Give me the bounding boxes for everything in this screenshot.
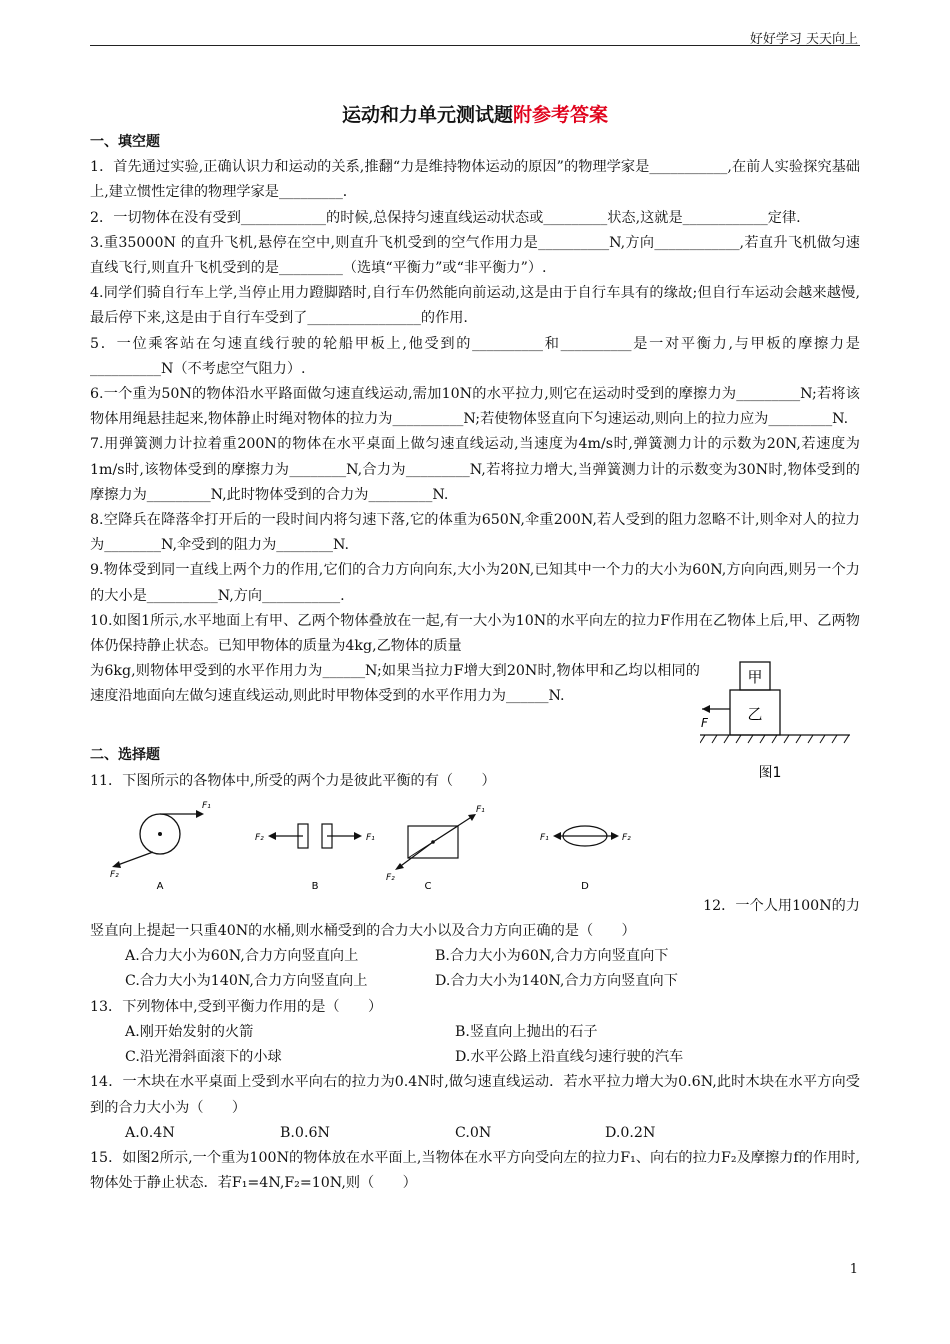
fig11-a-f1: F₁	[202, 800, 211, 811]
question-12-options	[90, 944, 860, 994]
option-d[interactable]: D.0.2N	[605, 1124, 656, 1141]
option-b[interactable]: B.0.6N	[280, 1124, 330, 1141]
option-a[interactable]: A.刚开始发射的火箭	[125, 1023, 254, 1040]
fig1-top-label: 甲	[747, 668, 763, 687]
question-8: 8.空降兵在降落伞打开后的一段时间内将匀速下落,它的体重为650N,伞重200N,若人受到的阻力忽略不计,则伞对人的拉力为________N,伞受到的阻力为________N.	[90, 512, 860, 554]
option-b[interactable]: B.竖直向上抛出的石子	[455, 1023, 598, 1040]
question-14-options	[90, 1121, 860, 1146]
title-suffix: 附参考答案	[513, 104, 609, 126]
question-14: 14．一木块在水平桌面上受到水平向右的拉力为0.4N时,做匀速直线运动．若水平拉力增大为0.6N,此时木块在水平方向受到的合力大小为（ ）	[90, 1074, 860, 1116]
fig11-b-f2: F₂	[255, 832, 264, 843]
question-5: 5．一位乘客站在匀速直线行驶的轮船甲板上,他受到的__________和__________是一对平衡力,与甲板的摩擦力是__________N（不考虑空气阻力）.	[90, 335, 860, 377]
question-2: 2．一切物体在没有受到____________的时候,总保持匀速直线运动状态或_________状态,这就是____________定律.	[90, 209, 801, 226]
document-body	[90, 130, 860, 1196]
fig1-caption: 图1	[758, 765, 782, 782]
option-c[interactable]: C.0N	[455, 1124, 492, 1141]
figure-11-drawing	[90, 794, 860, 894]
header-text: 好好学习 天天向上	[749, 32, 858, 47]
question-13-options	[90, 1020, 860, 1070]
section-choice: 二、选择题	[90, 747, 160, 764]
figure-1	[700, 659, 860, 793]
fig11-c-f2: F₂	[386, 872, 395, 883]
fig11-c-f1: F₁	[476, 804, 485, 815]
option-d[interactable]: D.水平公路上沿直线匀速行驶的汽车	[455, 1049, 684, 1066]
fig1-force-label: F	[701, 716, 708, 731]
fig11-label-c: C	[424, 880, 432, 892]
question-15: 15．如图2所示,一个重为100N的物体放在水平面上,当物体在水平方向受向左的拉力F₁、向右的拉力F₂及摩擦力f的作用时,物体处于静止状态．若F₁=4N,F₂=10N,则（ ）	[90, 1149, 860, 1192]
question-13: 13．下列物体中,受到平衡力作用的是（ ）	[90, 998, 383, 1015]
question-1: 1．首先通过实验,正确认识力和运动的关系,推翻“力是维持物体运动的原因”的物理学家是___________,在前人实验探究基础上,建立惯性定律的物理学家是_________．	[90, 159, 860, 201]
header-rule	[90, 45, 860, 46]
option-b[interactable]: B.合力大小为60N,合力方向竖直向下	[435, 948, 669, 965]
page-title	[0, 100, 950, 127]
section-fill-blank: 一、填空题	[90, 134, 160, 150]
figure-1-drawing	[700, 659, 860, 784]
question-9: 9.物体受到同一直线上两个力的作用,它们的合力方向向东,大小为20N,已知其中一个力的大小为60N,方向向西,则另一个力的大小是__________N,方向___________.	[90, 562, 860, 604]
question-10-intro: 10.如图1所示,水平地面上有甲、乙两个物体叠放在一起,有一大小为10N的水平向左的拉力F作用在乙物体上后,甲、乙两物体仍保持静止状态。已知甲物体的质量为4kg,乙物体的质量	[90, 612, 860, 655]
fig1-bottom-label: 乙	[747, 705, 763, 724]
question-4: 4.同学们骑自行车上学,当停止用力蹬脚踏时,自行车仍然能向前运动,这是由于自行车具有的缘故;但自行车运动会越来越慢,最后停下来,这是由于自行车受到了________________的作用.	[90, 285, 860, 327]
fig11-label-d: D	[581, 880, 589, 892]
question-11: 11．下图所示的各物体中,所受的两个力是彼此平衡的有（ ）	[90, 772, 496, 789]
option-c[interactable]: C.沿光滑斜面滚下的小球	[125, 1049, 282, 1066]
option-a[interactable]: A.0.4N	[125, 1124, 175, 1141]
fig11-label-a: A	[156, 880, 164, 892]
fig11-a-f2: F₂	[110, 869, 119, 880]
fig11-label-b: B	[311, 880, 319, 892]
title-main: 运动和力单元测试题	[341, 104, 513, 126]
question-6: 6.一个重为50N的物体沿水平路面做匀速直线运动,需加10N的水平拉力,则它在运动时受到的摩擦力为_________N;若将该物体用绳悬挂起来,物体静止时绳对物体的拉力为__________N;若使物体竖直向下匀速运动,则向上的拉力应为_________N.	[90, 386, 860, 428]
fig11-d-f1: F₁	[540, 832, 549, 843]
figure-11	[90, 794, 860, 894]
option-c[interactable]: C.合力大小为140N,合力方向竖直向上	[125, 973, 368, 990]
question-3: 3.重35000N 的直升飞机,悬停在空中,则直升飞机受到的空气作用力是__________N,方向____________,若直升飞机做匀速直线飞行,则直升飞机受到的是_________（选填“平衡力”或“非平衡力”）.	[90, 234, 860, 277]
question-12-start: 12．一个人用100N的力	[703, 897, 860, 914]
fig11-b-f1: F₁	[366, 832, 375, 843]
page-number: 1	[849, 1262, 858, 1277]
question-12: 竖直向上提起一只重40N的水桶,则水桶受到的合力大小以及合力方向正确的是（ ）	[90, 923, 636, 940]
option-a[interactable]: A.合力大小为60N,合力方向竖直向上	[125, 948, 359, 965]
question-7: 7.用弹簧测力计拉着重200N的物体在水平桌面上做匀速直线运动,当速度为4m/s时,弹簧测力计的示数为20N,若速度为1m/s时,该物体受到的摩擦力为________N,合力为_________N,若将拉力增大,当弹簧测力计的示数变为30N时,物体受到的摩擦力为_________N,此时物体受到的合力为_________N.	[90, 436, 860, 503]
question-10-rest: 为6kg,则物体甲受到的水平作用力为______N;如果当拉力F增大到20N时,物体甲和乙均以相同的速度沿地面向左做匀速直线运动,则此时甲物体受到的水平作用力为______N.	[90, 663, 700, 705]
option-d[interactable]: D.合力大小为140N,合力方向竖直向下	[435, 973, 678, 990]
fig11-d-f2: F₂	[622, 832, 631, 843]
